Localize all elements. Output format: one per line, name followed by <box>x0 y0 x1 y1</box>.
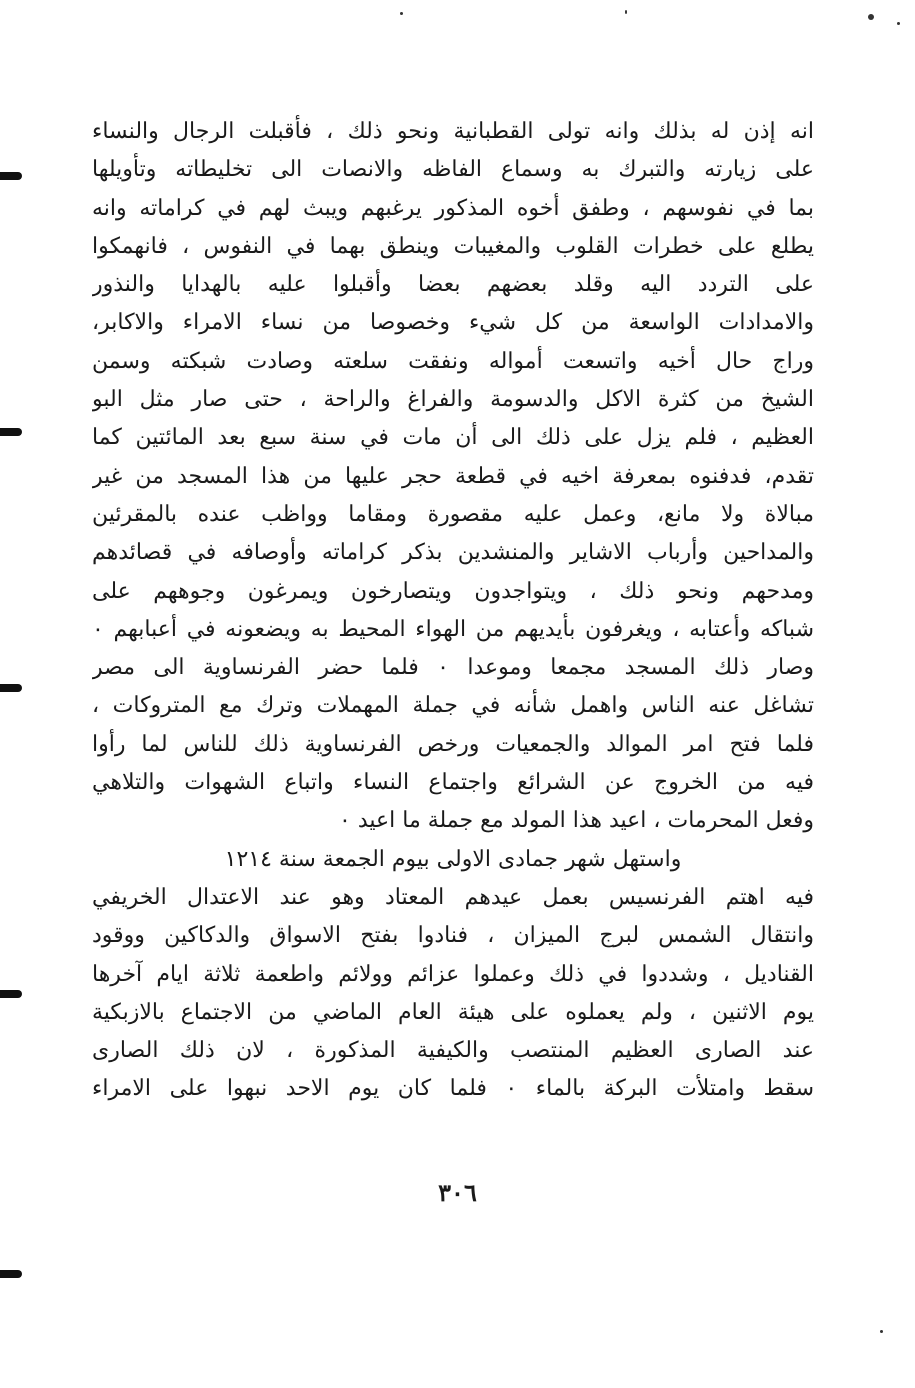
section-heading: واستهل شهر جمادى الاولى بيوم الجمعة سنة ١٢١٤ <box>224 846 682 872</box>
text-line: عند الصارى العظيم المنتصب والكيفية المذكورة ، لان ذلك الصارى <box>92 1038 814 1064</box>
text-line: فلما فتح امر الموالد والجمعيات ورخص الفرنساوية ذلك للناس لما رأوا <box>92 731 814 757</box>
text-line: وفعل المحرمات ، اعيد هذا المولد مع جملة ما اعيد ٠ <box>339 808 814 834</box>
body-text <box>92 113 814 1109</box>
text-line: سقط وامتلأت البركة بالماء ٠ فلما كان يوم الاحد نبهوا على الامراء <box>92 1076 814 1102</box>
text-line: شباكه وأعتابه ، ويغرفون بأيديهم من الهواء المحيط به ويضعونه في أعبابهم ٠ <box>92 616 814 642</box>
ink-speck <box>400 12 403 15</box>
text-line: وانتقال الشمس لبرج الميزان ، فنادوا بفتح الاسواق والدكاكين ووقود <box>92 923 814 949</box>
text-line: على زيارته والتبرك به وسماع الفاظه والانصات الى تخليطاته وتأويلها <box>92 157 814 183</box>
text-line: ومدحهم ونحو ذلك ، ويتواجدون ويتصارخون ويمرغون وجوههم على <box>92 578 814 604</box>
text-line: والمداحين وأرباب الاشاير والمنشدين بذكر كراماته وأوصافه في قصائدهم <box>92 540 814 566</box>
text-line: بما في نفوسهم ، وطفق أخوه المذكور يرغبهم ويبث لهم في كراماته وانه <box>92 195 814 221</box>
text-line: انه إذن له بذلك وانه تولى القطبانية ونحو ذلك ، فأقبلت الرجال والنساء <box>92 119 814 144</box>
text-line: فيه من الخروج عن الشرائع واجتماع النساء واتباع الشهوات والتلاهي <box>92 770 814 796</box>
binding-mark <box>0 684 22 692</box>
text-line: على التردد اليه وقلد بعضهم بعضا وأقبلوا عليه بالهدايا والنذور <box>92 272 814 298</box>
text-line: العظيم ، فلم يزل على ذلك الى أن مات في سنة سبع بعد المائتين كما <box>92 425 814 451</box>
page-number: ٣٠٦ <box>438 1178 477 1207</box>
text-line: تقدم، فدفنوه بمعرفة اخيه في قطعة حجر عليها من هذا المسجد من غير <box>92 463 814 489</box>
text-line: الشيخ من كثرة الاكل والدسومة والفراغ والراحة ، حتى صار مثل البو <box>92 387 814 413</box>
text-line: يوم الاثنين ، ولم يعملوه على هيئة العام الماضي من الاجتماع بالازبكية <box>92 999 814 1025</box>
text-line: والامدادات الواسعة من كل شيء وخصوصا من نساء الامراء والاكابر، <box>92 310 814 336</box>
binding-mark <box>0 990 22 998</box>
text-line: مبالاة ولا مانع، وعمل عليه مقصورة ومقاما وواظب عنده بالمقرئين <box>92 501 814 527</box>
text-line: يطلع على خطرات القلوب والمغيبات وينطق بهما في النفوس ، فانهمكوا <box>92 233 814 259</box>
text-line: وصار ذلك المسجد مجمعا وموعدا ٠ فلما حضر الفرنساوية الى مصر <box>92 655 814 681</box>
text-line: تشاغل عنه الناس واهمل شأنه في جملة المهملات وترك مع المتروكات ، <box>92 693 814 719</box>
ink-speck <box>625 10 627 14</box>
ink-speck <box>880 1330 883 1333</box>
ink-speck <box>897 22 900 25</box>
binding-mark <box>0 172 22 180</box>
ink-speck <box>868 14 874 20</box>
binding-mark <box>0 428 22 436</box>
binding-mark <box>0 1270 22 1278</box>
text-line: القناديل ، وشددوا في ذلك وعملوا عزائم وولائم واطعمة ثلاثة ايام آخرها <box>92 961 814 987</box>
text-line: وراج حال أخيه واتسعت أمواله ونفقت سلعته وصادت شبكته وسمن <box>92 348 814 374</box>
text-line: فيه اهتم الفرنسيس بعمل عيدهم المعتاد وهو عند الاعتدال الخريفي <box>92 884 814 910</box>
